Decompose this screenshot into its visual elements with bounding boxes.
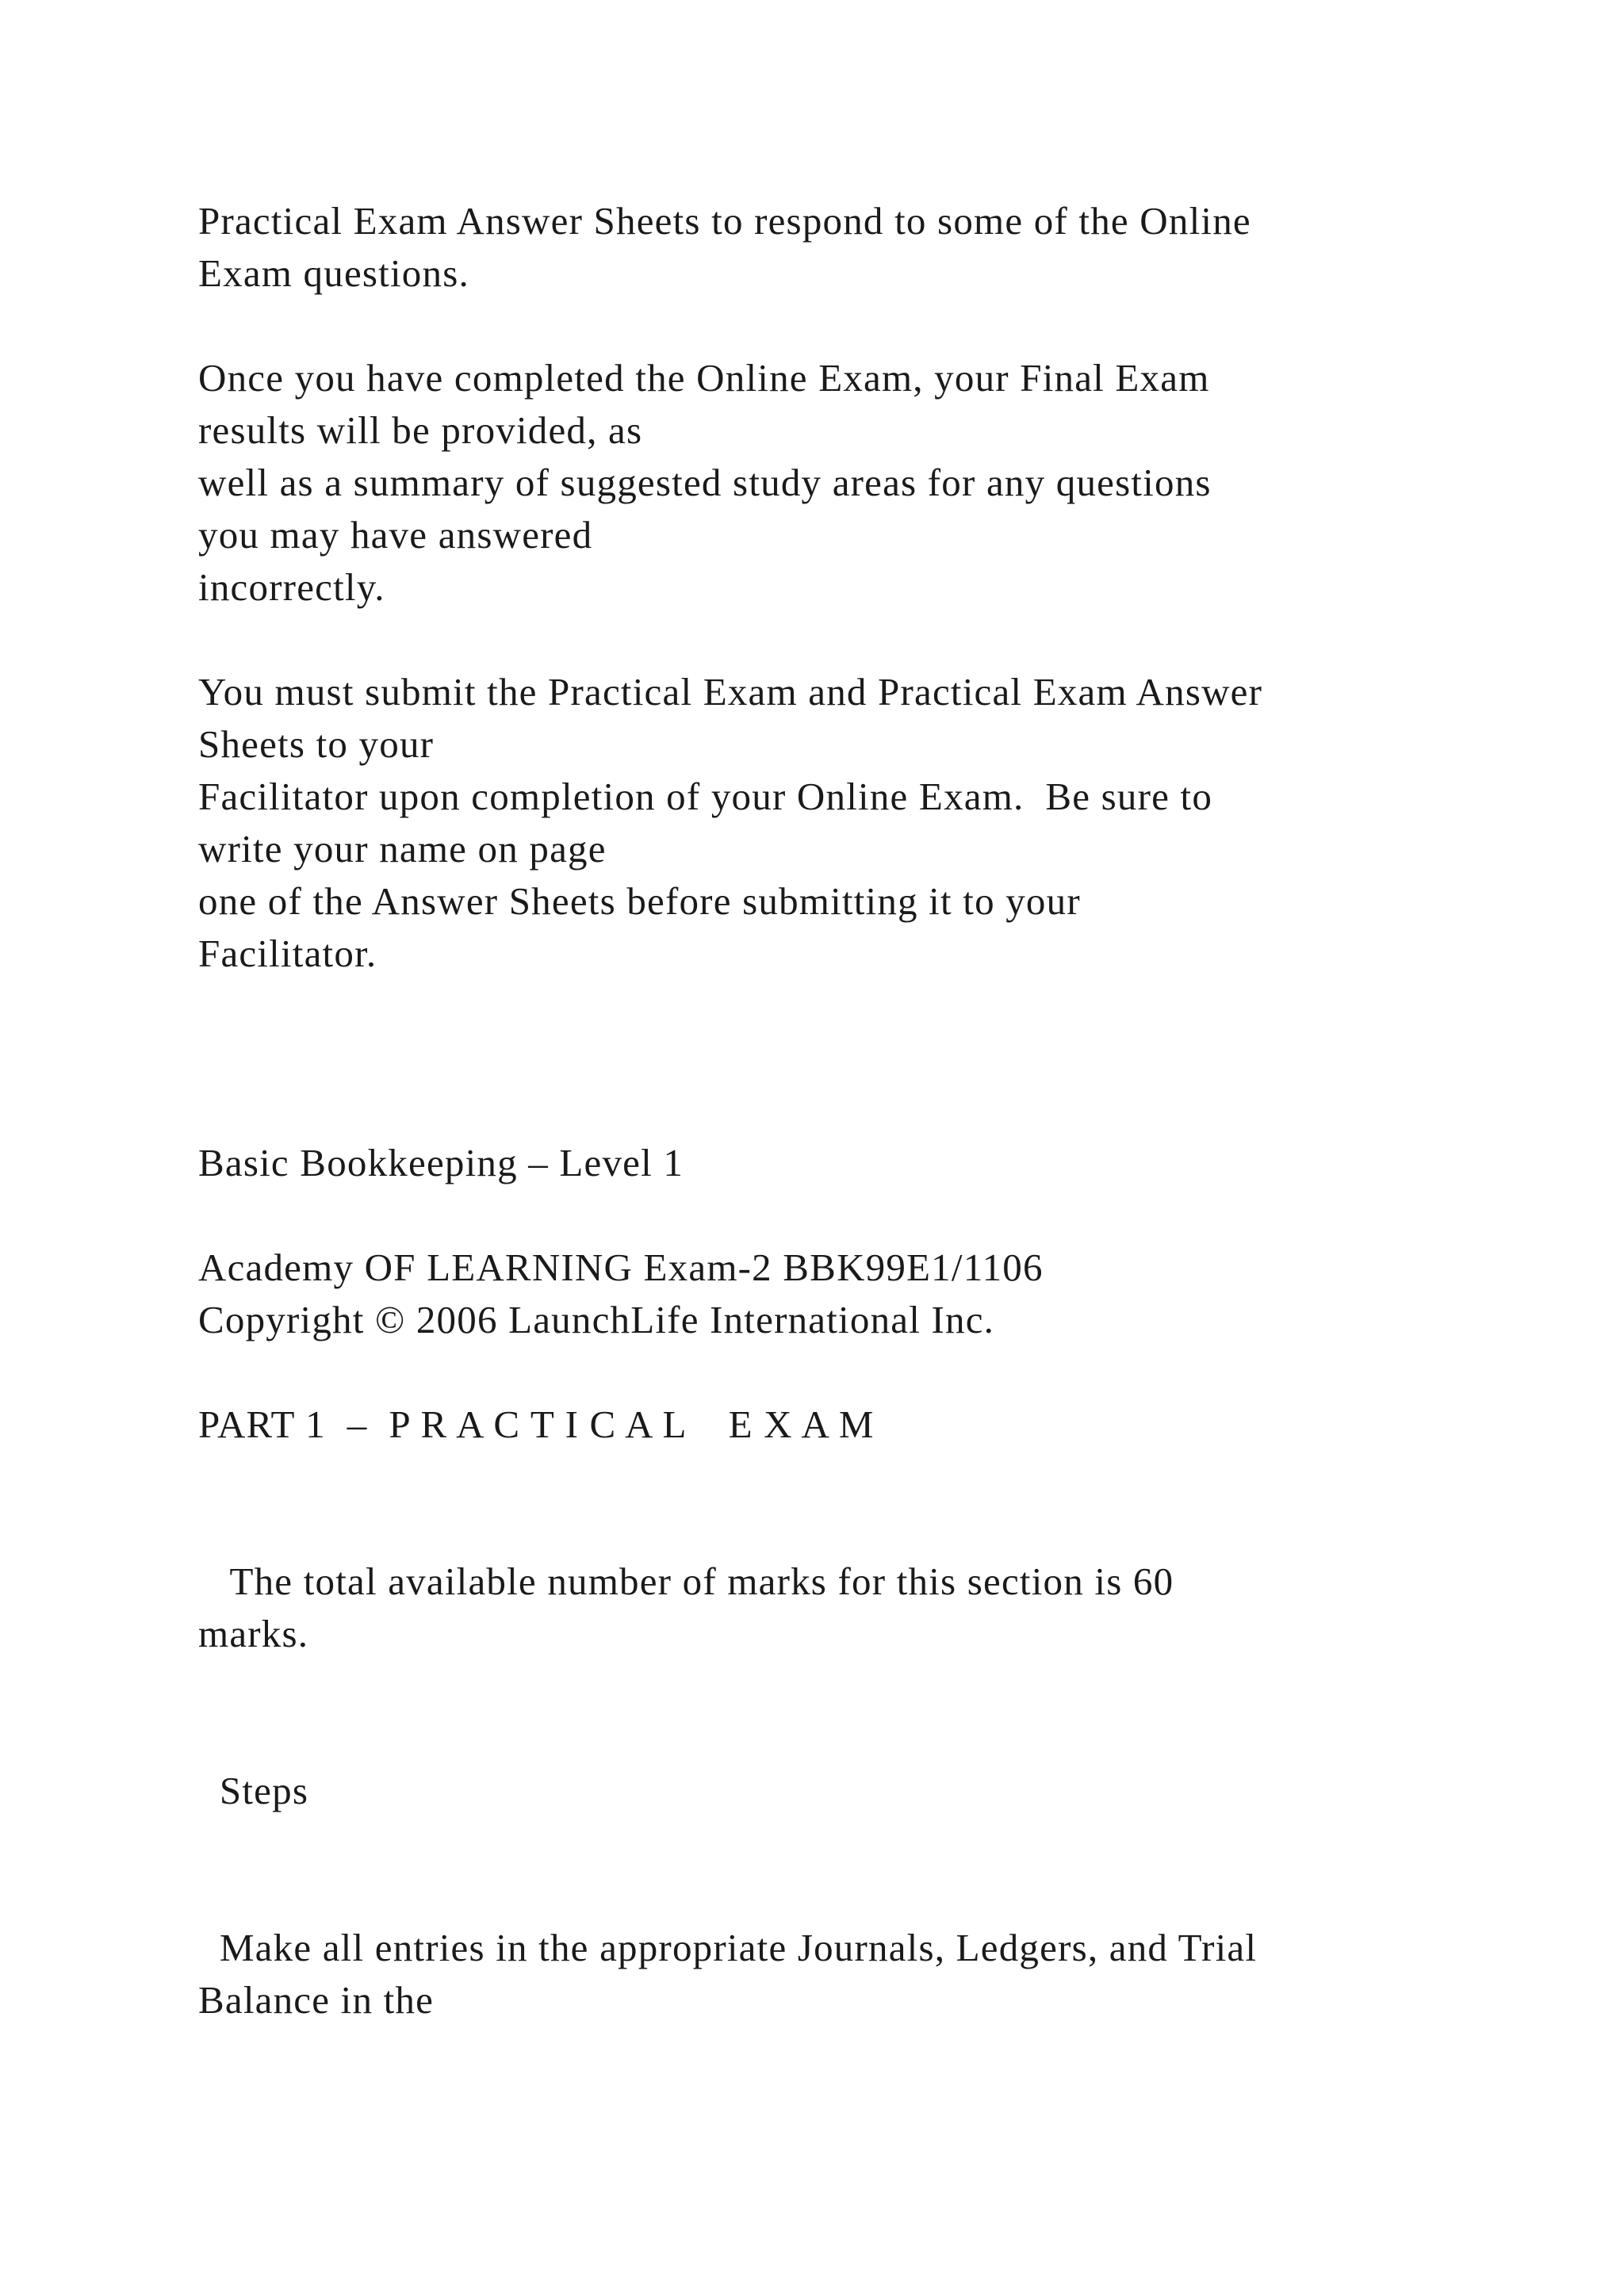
blank-line [198, 614, 1483, 666]
blank-line [198, 300, 1483, 352]
text-line: Once you have completed the Online Exam, your Final Exam [198, 356, 1210, 400]
copyright-notice: Copyright © 2006 LaunchLife International Inc. [198, 1298, 995, 1341]
text-line: write your name on page [198, 827, 607, 871]
blank-line [198, 1660, 1483, 1712]
text-line: results will be provided, as [198, 408, 643, 452]
blank-line [198, 1817, 1483, 1869]
blank-line [198, 1189, 1483, 1242]
document-body [198, 195, 1483, 2026]
blank-line [198, 1346, 1483, 1399]
steps-heading: Steps [198, 1769, 309, 1812]
text-line: one of the Answer Sheets before submitting it to your [198, 879, 1081, 923]
text-line: you may have answered [198, 513, 593, 557]
blank-line [198, 1503, 1483, 1556]
text-line: well as a summary of suggested study areas for any questions [198, 461, 1212, 504]
blank-line [198, 980, 1483, 1032]
text-line: Facilitator. [198, 932, 377, 975]
blank-line [198, 1032, 1483, 1085]
exam-code: Academy OF LEARNING Exam-2 BBK99E1/1106 [198, 1246, 1044, 1289]
course-title: Basic Bookkeeping – Level 1 [198, 1141, 684, 1184]
text-line: incorrectly. [198, 565, 385, 609]
text-line: You must submit the Practical Exam and Practical Exam Answer [198, 670, 1263, 714]
part-heading: PART 1 – P R A C T I C A L E X A M [198, 1402, 875, 1446]
text-line: Practical Exam Answer Sheets to respond to some of the Online [198, 199, 1251, 243]
text-line: Facilitator upon completion of your Online Exam. Be sure to [198, 775, 1213, 818]
text-line: Exam questions. [198, 251, 469, 295]
text-line: Sheets to your [198, 722, 435, 766]
blank-line [198, 1451, 1483, 1503]
text-line: marks. [198, 1612, 309, 1655]
text-line: Make all entries in the appropriate Journals, Ledgers, and Trial [198, 1926, 1258, 1969]
blank-line [198, 1712, 1483, 1765]
text-line: Balance in the [198, 1978, 435, 2022]
text-line: The total available number of marks for this section is 60 [198, 1559, 1174, 1603]
blank-line [198, 1085, 1483, 1137]
blank-line [198, 1869, 1483, 1922]
